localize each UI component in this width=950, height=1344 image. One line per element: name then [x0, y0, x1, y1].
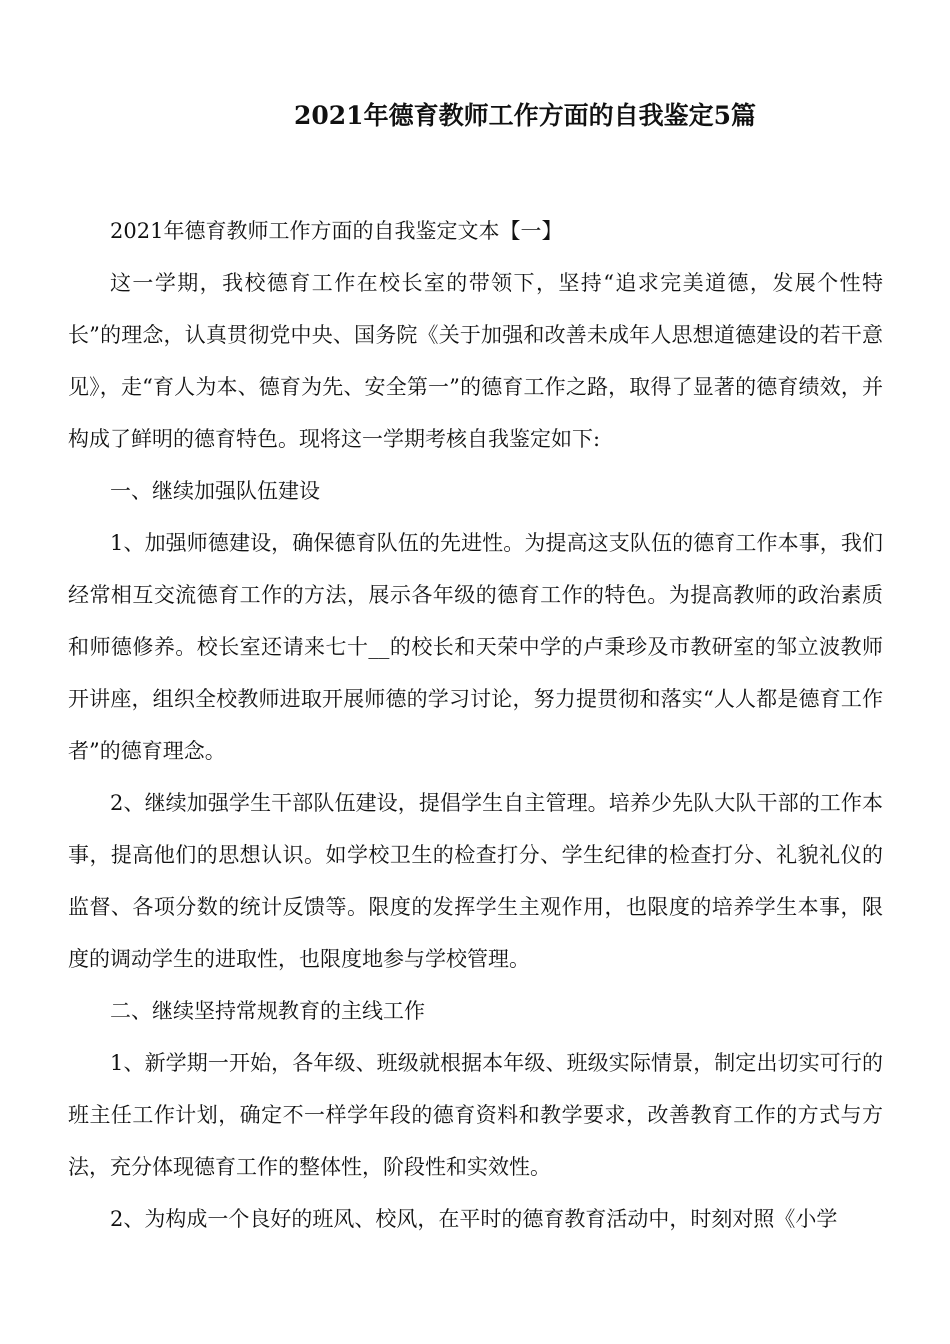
- paragraph-class-style: 2、为构成一个良好的班风、校风，在平时的德育教育活动中，时刻对照《小学: [110, 1207, 838, 1231]
- paragraph-student-cadres: 2、继续加强学生干部队伍建设，提倡学生自主管理。培养少先队大队干部的工作本事，提高他们的思想认识。如学校卫生的检查打分、学生纪律的检查打分、礼貌礼仪的监督、各项分数的统计反馈等。限度的发挥学生主观作用，也限度的培养学生本事，限度的调动学生的进取性，也限度地参与学校管理。: [68, 791, 883, 971]
- paragraph-work-plan: 1、新学期一开始，各年级、班级就根据本年级、班级实际情景，制定出切实可行的班主任工作计划，确定不一样学年段的德育资料和教学要求，改善教育工作的方式与方法，充分体现德育工作的整体性，阶段性和实效性。: [68, 1051, 883, 1179]
- paragraph-teacher-ethics: 1、加强师德建设，确保德育队伍的先进性。为提高这支队伍的德育工作本事，我们经常相互交流德育工作的方法，展示各年级的德育工作的特色。为提高教师的政治素质和师德修养。校长室还请来七十__的校长和天荣中学的卢秉珍及市教研室的邹立波教师开讲座，组织全校教师进取开展师德的学习讨论，努力提贯彻和落实“人人都是德育工作者”的德育理念。: [68, 531, 883, 763]
- document-title: 2021年德育教师工作方面的自我鉴定5篇: [294, 101, 756, 130]
- document-body: [68, 205, 883, 1245]
- intro-paragraph: 这一学期，我校德育工作在校长室的带领下，坚持“追求完美道德，发展个性特长”的理念，认真贯彻党中央、国务院《关于加强和改善未成年人思想道德建设的若干意见》，走“育人为本、德育为先、安全第一”的德育工作之路，取得了显著的德育绩效，并构成了鲜明的德育特色。现将这一学期考核自我鉴定如下:: [68, 271, 883, 451]
- section-heading-routine: 二、继续坚持常规教育的主线工作: [110, 999, 425, 1023]
- section-heading-team: 一、继续加强队伍建设: [110, 479, 320, 503]
- section-heading-1: 2021年德育教师工作方面的自我鉴定文本【一】: [110, 219, 563, 243]
